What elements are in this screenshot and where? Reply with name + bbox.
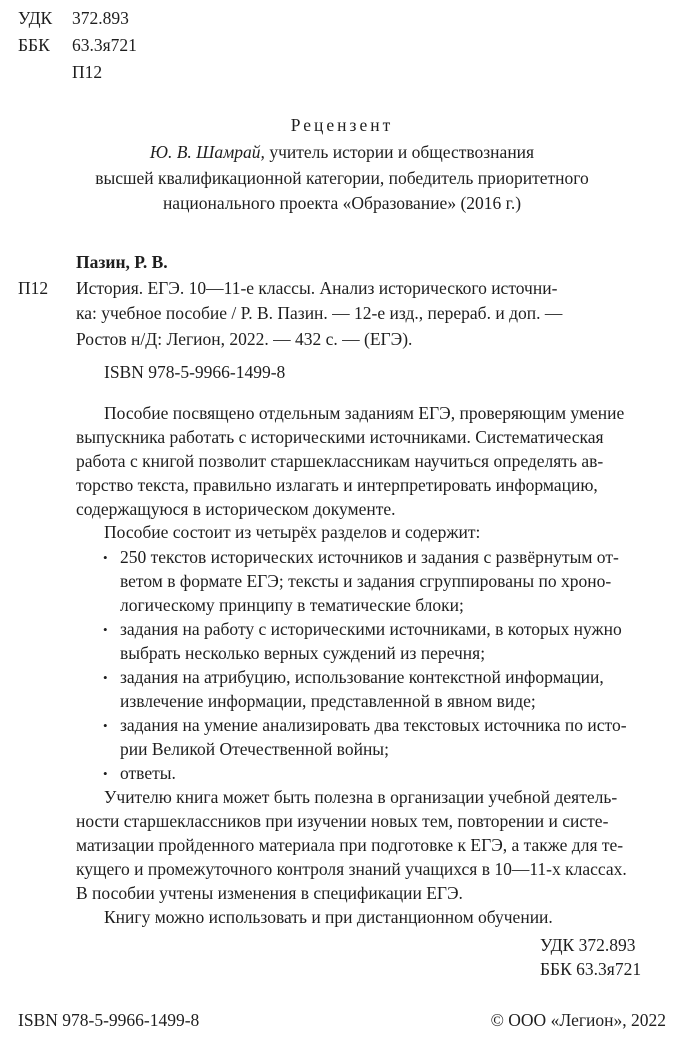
catalog-line: ка: учебное пособие / Р. В. Пазин. — 12-е изд., перераб. и доп. — (76, 303, 563, 323)
catalog-isbn: ISBN 978-5-9966-1499-8 (104, 362, 286, 382)
bullet-icon: • (103, 670, 108, 685)
bullet-line: задания на умение анализировать два текстовых источника по исто- (120, 715, 627, 735)
bullet-line: извлечение информации, представленной в явном виде; (120, 691, 536, 711)
bullet-icon: • (103, 622, 108, 637)
catalog-author: Пазин, Р. В. (76, 252, 168, 272)
bullet-line: выбрать несколько верных суждений из перечня; (120, 643, 486, 663)
abstract-line: В пособии учтены изменения в спецификации ЕГЭ. (76, 883, 463, 903)
bullet-icon: • (103, 550, 108, 565)
bbk-label: ББК (18, 35, 50, 55)
abstract-line: матизации пройденного материала при подготовке к ЕГЭ, а также для те- (76, 835, 624, 855)
reviewer-line-1-rest: учитель истории и обществознания (264, 142, 535, 162)
reviewer-line-2: высшей квалификационной категории, победитель приоритетного (95, 168, 589, 188)
bullet-line: рии Великой Отечественной войны; (120, 739, 389, 759)
bullet-line: логическому принципу в тематические блоки; (120, 595, 464, 615)
author-sign: П12 (72, 62, 103, 82)
bullet-icon: • (103, 766, 108, 781)
udk-label: УДК (18, 8, 53, 28)
abstract-line: Учителю книга может быть полезна в организации учебной деятель- (104, 787, 618, 807)
abstract-line: ности старшеклассников при изучении новых тем, повторении и систе- (76, 811, 609, 831)
bottom-isbn: ISBN 978-5-9966-1499-8 (18, 1010, 200, 1030)
abstract-line: Пособие посвящено отдельным заданиям ЕГЭ, проверяющим умение (104, 403, 625, 423)
reviewer-line-1 (0, 140, 684, 164)
footer-bbk: ББК 63.3я721 (540, 959, 642, 979)
udk-value: 372.893 (72, 8, 129, 28)
copyright: © ООО «Легион», 2022 (490, 1010, 666, 1030)
catalog-line: История. ЕГЭ. 10—11-е классы. Анализ исторического источни- (76, 278, 558, 298)
reviewer-name: Ю. В. Шамрай, (149, 142, 265, 162)
bullet-line: задания на работу с историческими источниками, в которых нужно (120, 619, 622, 639)
bbk-value: 63.3я721 (72, 35, 137, 55)
catalog-sign: П12 (18, 278, 49, 298)
abstract-line: выпускника работать с историческими источниками. Систематическая (76, 427, 604, 447)
bullet-line: 250 текстов исторических источников и задания с развёрнутым от- (120, 547, 619, 567)
catalog-line: Ростов н/Д: Легион, 2022. — 432 с. — (ЕГЭ). (76, 329, 413, 349)
footer-udk: УДК 372.893 (540, 935, 636, 955)
abstract-line: работа с книгой позволит старшеклассникам научиться определять ав- (76, 451, 604, 471)
abstract-line: Книгу можно использовать и при дистанционном обучении. (104, 907, 553, 927)
reviewer-title: Рецензент (290, 115, 394, 135)
bullet-line: задания на атрибуцию, использование контекстной информации, (120, 667, 604, 687)
bullet-icon: • (103, 718, 108, 733)
bullet-line: ответы. (120, 763, 176, 783)
abstract-line: кущего и промежуточного контроля знаний учащихся в 10—11-х классах. (76, 859, 627, 879)
bullet-line: ветом в формате ЕГЭ; тексты и задания сгруппированы по хроно- (120, 571, 612, 591)
abstract-line: торство текста, правильно излагать и интерпретировать информацию, (76, 475, 598, 495)
reviewer-line-3: национального проекта «Образование» (2016 г.) (162, 193, 522, 213)
abstract-line: содержащуюся в историческом документе. (76, 499, 396, 519)
abstract-intro: Пособие состоит из четырёх разделов и содержит: (104, 522, 481, 542)
